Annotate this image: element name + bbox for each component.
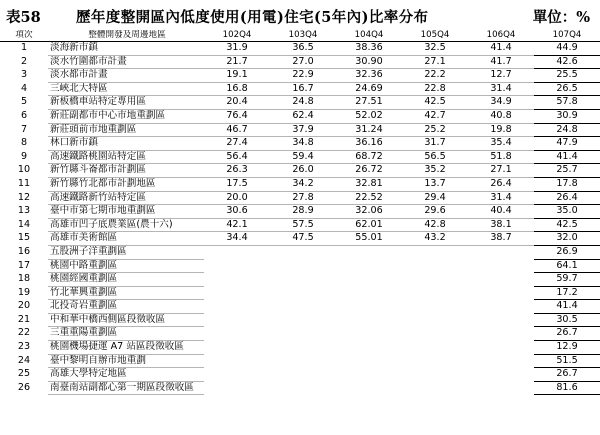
rate-value: 26.4 [468, 177, 534, 191]
rate-value: 81.6 [534, 381, 600, 395]
table-number: 表58 [6, 9, 41, 26]
unit-label: 單位：% [532, 9, 590, 26]
rate-value: 26.4 [534, 191, 600, 205]
rate-value: 41.4 [534, 150, 600, 164]
table-row [0, 232, 600, 246]
rate-value: 68.72 [336, 150, 402, 164]
rate-value: 19.8 [468, 123, 534, 137]
row-index: 4 [20, 82, 28, 94]
area-name: 北投奇岩重劃區 [48, 300, 204, 314]
rate-value: 56.4 [204, 150, 270, 164]
rate-value: 62.4 [270, 109, 336, 123]
area-name: 三重重陽重劃區 [48, 327, 204, 341]
rate-value [402, 286, 468, 300]
table-row [0, 177, 600, 191]
area-name: 臺中黎明自辦市地重劃 [48, 354, 204, 368]
row-index: 2 [20, 55, 28, 67]
table-row [0, 96, 600, 110]
rate-value [402, 368, 468, 382]
table-row [0, 273, 600, 287]
table-row [0, 300, 600, 314]
rate-value [468, 286, 534, 300]
rate-value [204, 245, 270, 259]
rate-value: 29.4 [402, 191, 468, 205]
table-title [6, 6, 594, 28]
rate-value: 42.1 [204, 218, 270, 232]
rate-value: 47.5 [270, 232, 336, 246]
row-index: 23 [17, 341, 31, 353]
rate-value: 27.4 [204, 137, 270, 151]
rate-value [336, 381, 402, 395]
area-name: 淡海新市鎮 [48, 42, 204, 56]
rate-value: 41.4 [534, 300, 600, 314]
area-name: 中和華中橋西側區段徵收區 [48, 313, 204, 327]
rate-value: 30.5 [534, 313, 600, 327]
row-index: 9 [20, 150, 28, 162]
area-name: 高雄市凹子底農業區(農十六) [48, 218, 204, 232]
area-name: 新莊頭前市地重劃區 [48, 123, 204, 137]
rate-value [468, 354, 534, 368]
column-header: 104Q4 [354, 30, 384, 40]
rate-value [204, 273, 270, 287]
column-header: 103Q4 [288, 30, 318, 40]
rate-value [336, 341, 402, 355]
rate-value [336, 354, 402, 368]
rate-value: 27.51 [336, 96, 402, 110]
rate-value: 30.90 [336, 55, 402, 69]
rate-value: 12.9 [534, 341, 600, 355]
table-caption: 歷年度整開區內低度使用(用電)住宅(5年內)比率分布 [76, 9, 429, 26]
table-row [0, 259, 600, 273]
rate-value [402, 259, 468, 273]
rate-value: 52.02 [336, 109, 402, 123]
rate-value: 13.7 [402, 177, 468, 191]
table-row [0, 150, 600, 164]
rate-value [402, 354, 468, 368]
table-row [0, 191, 600, 205]
rate-value [336, 368, 402, 382]
rate-value [336, 313, 402, 327]
rate-value [336, 273, 402, 287]
rate-value: 59.4 [270, 150, 336, 164]
rate-value: 36.16 [336, 137, 402, 151]
rate-value: 27.8 [270, 191, 336, 205]
rate-value [468, 259, 534, 273]
rate-value: 24.8 [270, 96, 336, 110]
column-header: 107Q4 [552, 30, 582, 40]
rate-value: 32.5 [402, 42, 468, 56]
rate-value: 26.9 [534, 245, 600, 259]
rate-value [336, 259, 402, 273]
area-name: 高雄市美術館區 [48, 232, 204, 246]
rate-value [270, 354, 336, 368]
row-index: 1 [20, 42, 28, 54]
rate-value: 59.7 [534, 273, 600, 287]
table-body [0, 42, 600, 395]
row-index: 11 [17, 177, 31, 189]
rate-value [468, 381, 534, 395]
rate-value [468, 327, 534, 341]
row-index: 13 [17, 205, 31, 217]
area-name: 高速鐵路新竹站特定區 [48, 191, 204, 205]
rate-value: 24.8 [534, 123, 600, 137]
row-index: 17 [17, 259, 31, 271]
area-name: 南臺南站副都心第一期區段徵收區 [48, 381, 204, 395]
table-row [0, 137, 600, 151]
rate-value [270, 341, 336, 355]
table-row [0, 55, 600, 69]
area-name: 新莊副都市中心市地重劃區 [48, 109, 204, 123]
table-row [0, 313, 600, 327]
rate-value [468, 273, 534, 287]
rate-value: 41.7 [468, 55, 534, 69]
rate-value: 29.6 [402, 205, 468, 219]
row-index: 26 [17, 381, 31, 393]
rate-value: 35.4 [468, 137, 534, 151]
rate-value: 34.9 [468, 96, 534, 110]
rate-value [402, 327, 468, 341]
rate-value [336, 300, 402, 314]
rate-value [468, 313, 534, 327]
table-row [0, 218, 600, 232]
rate-value: 26.3 [204, 164, 270, 178]
rate-value: 76.4 [204, 109, 270, 123]
rate-value: 42.7 [402, 109, 468, 123]
row-index: 3 [20, 69, 28, 81]
table-row [0, 368, 600, 382]
rate-value: 42.5 [534, 218, 600, 232]
area-name: 新板橋車站特定專用區 [48, 96, 204, 110]
rate-value: 64.1 [534, 259, 600, 273]
rate-value: 42.5 [402, 96, 468, 110]
rate-value: 34.2 [270, 177, 336, 191]
rate-value: 25.2 [402, 123, 468, 137]
rate-value: 38.36 [336, 42, 402, 56]
area-name: 新竹縣斗崙都市計劃區 [48, 164, 204, 178]
area-name: 臺中市第七期市地重劃區 [48, 205, 204, 219]
rate-value [270, 327, 336, 341]
area-name: 三峽北大特區 [48, 82, 204, 96]
rate-value: 56.5 [402, 150, 468, 164]
table-row [0, 109, 600, 123]
table-row [0, 327, 600, 341]
table-row [0, 205, 600, 219]
rate-value: 22.52 [336, 191, 402, 205]
rate-value: 57.8 [534, 96, 600, 110]
rate-value: 21.7 [204, 55, 270, 69]
rate-value [204, 259, 270, 273]
row-index: 24 [17, 354, 31, 366]
rate-value [204, 341, 270, 355]
rate-value: 43.2 [402, 232, 468, 246]
rate-value: 34.8 [270, 137, 336, 151]
rate-value: 26.7 [534, 368, 600, 382]
area-name: 桃園中路重劃區 [48, 259, 204, 273]
rate-value: 31.4 [468, 82, 534, 96]
rate-value [402, 313, 468, 327]
rate-value: 17.2 [534, 286, 600, 300]
rate-value: 28.9 [270, 205, 336, 219]
rate-value [270, 259, 336, 273]
rate-value: 22.8 [402, 82, 468, 96]
area-name: 五股洲子洋重劃區 [48, 245, 204, 259]
area-name: 淡水都市計畫 [48, 69, 204, 83]
data-table [0, 30, 600, 395]
rate-value [468, 245, 534, 259]
rate-value [402, 381, 468, 395]
rate-value: 26.5 [534, 82, 600, 96]
rate-value [468, 300, 534, 314]
rate-value [270, 273, 336, 287]
rate-value: 40.4 [468, 205, 534, 219]
rate-value: 31.9 [204, 42, 270, 56]
table-row [0, 341, 600, 355]
rate-value [402, 245, 468, 259]
rate-value: 40.8 [468, 109, 534, 123]
rate-value: 19.1 [204, 69, 270, 83]
area-name: 高速鐵路桃園站特定區 [48, 150, 204, 164]
rate-value [402, 300, 468, 314]
row-index: 8 [20, 137, 28, 149]
rate-value: 24.69 [336, 82, 402, 96]
table-row [0, 69, 600, 83]
row-index: 25 [17, 368, 31, 380]
area-name: 新竹縣竹北都市計劃地區 [48, 177, 204, 191]
column-header: 106Q4 [486, 30, 516, 40]
rate-value: 31.7 [402, 137, 468, 151]
row-index: 10 [17, 164, 31, 176]
rate-value [204, 313, 270, 327]
rate-value: 42.6 [534, 55, 600, 69]
rate-value: 20.4 [204, 96, 270, 110]
rate-value [270, 286, 336, 300]
rate-value: 32.36 [336, 69, 402, 83]
rate-value [204, 381, 270, 395]
rate-value: 57.5 [270, 218, 336, 232]
rate-value: 55.01 [336, 232, 402, 246]
rate-value [204, 286, 270, 300]
rate-value [336, 286, 402, 300]
row-index: 21 [17, 313, 31, 325]
rate-value: 25.5 [534, 69, 600, 83]
rate-value [270, 381, 336, 395]
rate-value: 16.7 [270, 82, 336, 96]
area-name: 桃園機場捷運 A7 站區段徵收區 [48, 341, 204, 355]
rate-value [270, 313, 336, 327]
table-row [0, 286, 600, 300]
table-row [0, 123, 600, 137]
rate-value: 41.4 [468, 42, 534, 56]
rate-value: 32.06 [336, 205, 402, 219]
rate-value: 26.7 [534, 327, 600, 341]
table-row [0, 42, 600, 56]
row-index: 6 [20, 109, 28, 121]
table-row [0, 381, 600, 395]
area-name: 林口新市鎮 [48, 137, 204, 151]
column-header: 102Q4 [222, 30, 252, 40]
rate-value: 26.72 [336, 164, 402, 178]
rate-value: 16.8 [204, 82, 270, 96]
rate-value: 20.0 [204, 191, 270, 205]
rate-value [270, 368, 336, 382]
row-index: 14 [17, 218, 31, 230]
rate-value: 25.7 [534, 164, 600, 178]
rate-value [402, 273, 468, 287]
table-row [0, 245, 600, 259]
rate-value: 22.2 [402, 69, 468, 83]
rate-value: 17.5 [204, 177, 270, 191]
row-index: 5 [20, 96, 28, 108]
row-index: 19 [17, 286, 31, 298]
rate-value: 44.9 [534, 42, 600, 56]
rate-value: 34.4 [204, 232, 270, 246]
row-index: 15 [17, 232, 31, 244]
rate-value: 27.1 [468, 164, 534, 178]
rate-value [204, 300, 270, 314]
rate-value: 51.8 [468, 150, 534, 164]
rate-value: 47.9 [534, 137, 600, 151]
rate-value [204, 368, 270, 382]
column-header: 項次 [15, 30, 33, 40]
rate-value [402, 341, 468, 355]
rate-value: 51.5 [534, 354, 600, 368]
rate-value: 32.0 [534, 232, 600, 246]
rate-value: 37.9 [270, 123, 336, 137]
column-header: 整體開發及周邊地區 [88, 30, 166, 40]
table-row [0, 354, 600, 368]
rate-value: 17.8 [534, 177, 600, 191]
row-index: 16 [17, 245, 31, 257]
rate-value: 46.7 [204, 123, 270, 137]
rate-value: 35.2 [402, 164, 468, 178]
rate-value: 35.0 [534, 205, 600, 219]
row-index: 12 [17, 191, 31, 203]
rate-value: 36.5 [270, 42, 336, 56]
table-row [0, 82, 600, 96]
row-index: 7 [20, 123, 28, 135]
column-header: 105Q4 [420, 30, 450, 40]
area-name: 竹北華興重劃區 [48, 286, 204, 300]
rate-value [336, 327, 402, 341]
rate-value: 32.81 [336, 177, 402, 191]
rate-value: 27.0 [270, 55, 336, 69]
rate-value [270, 300, 336, 314]
table-header [0, 30, 600, 42]
rate-value: 42.8 [402, 218, 468, 232]
area-name: 高雄大學特定地區 [48, 368, 204, 382]
rate-value: 12.7 [468, 69, 534, 83]
rate-value: 62.01 [336, 218, 402, 232]
rate-value: 31.24 [336, 123, 402, 137]
rate-value: 38.1 [468, 218, 534, 232]
rate-value [204, 354, 270, 368]
rate-value [204, 327, 270, 341]
area-name: 淡水竹圍都市計畫 [48, 55, 204, 69]
rate-value: 31.4 [468, 191, 534, 205]
rate-value: 38.7 [468, 232, 534, 246]
row-index: 22 [17, 327, 31, 339]
rate-value: 22.9 [270, 69, 336, 83]
rate-value [270, 245, 336, 259]
rate-value: 30.6 [204, 205, 270, 219]
rate-value: 26.0 [270, 164, 336, 178]
rate-value [336, 245, 402, 259]
area-name: 桃園經國重劃區 [48, 273, 204, 287]
rate-value: 30.9 [534, 109, 600, 123]
row-index: 18 [17, 273, 31, 285]
rate-value: 27.1 [402, 55, 468, 69]
row-index: 20 [17, 300, 31, 312]
rate-value [468, 341, 534, 355]
table-row [0, 164, 600, 178]
rate-value [468, 368, 534, 382]
